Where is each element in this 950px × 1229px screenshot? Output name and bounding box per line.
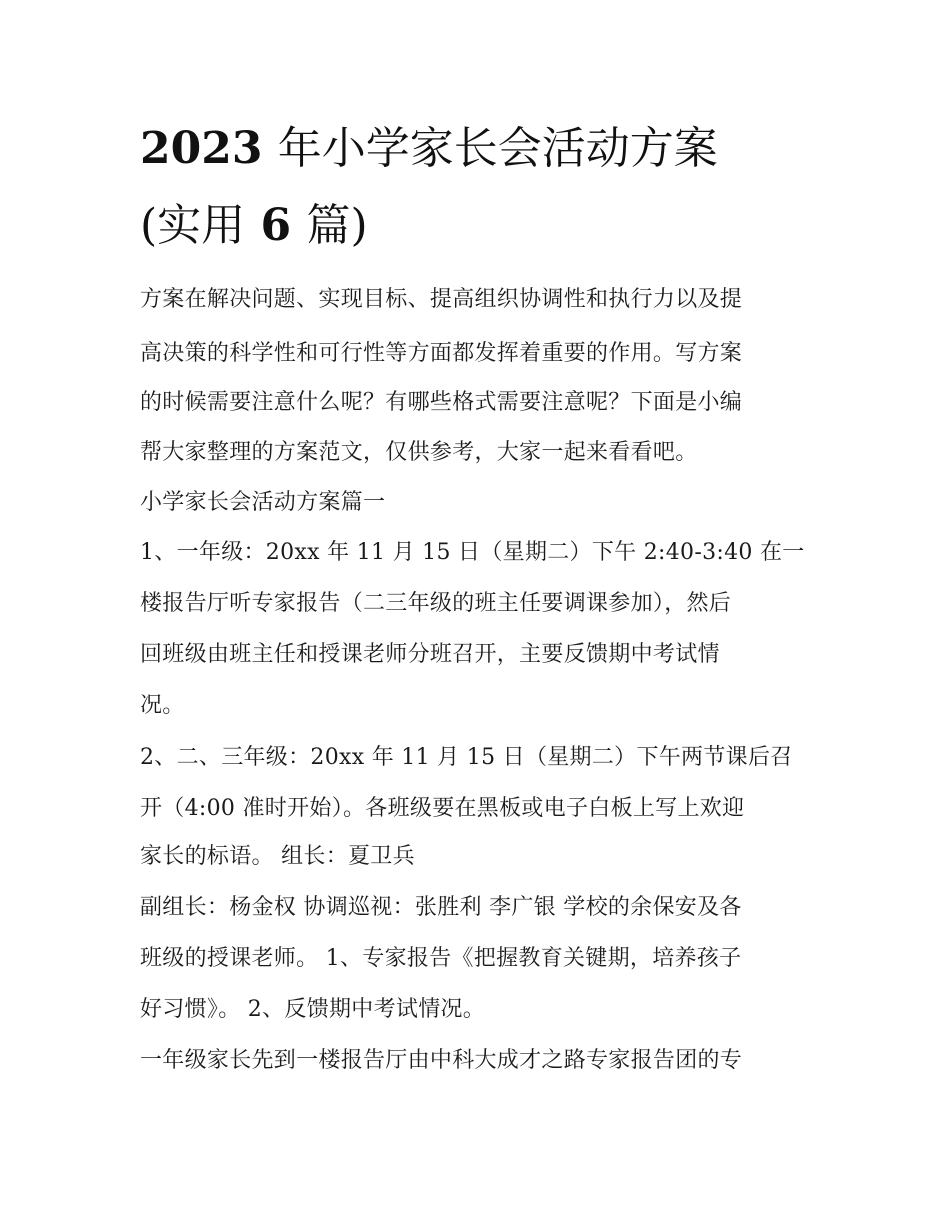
- section-heading: 小学家长会活动方案篇一: [140, 490, 386, 515]
- title-close: 篇): [306, 200, 368, 251]
- text-line: 帮大家整理的方案范文，仅供参考，大家一起来看看吧。: [140, 440, 698, 465]
- text-line: 家长的标语。 组长：夏卫兵: [140, 844, 415, 869]
- text-line: 方案在解决问题、实现目标、提高组织协调性和执行力以及提: [140, 287, 743, 312]
- title-text: 年小学家长会活动方案: [277, 123, 718, 174]
- text-line: 开（4:00 准时开始）。各班级要在黑板或电子白板上写上欢迎: [140, 796, 745, 821]
- text-line: 回班级由班主任和授课老师分班召开，主要反馈期中考试情: [140, 642, 720, 667]
- document-title-line-1: [140, 123, 820, 174]
- text-line: 楼报告厅听专家报告（二三年级的班主任要调课参加），然后: [140, 591, 732, 616]
- text-line: 一年级家长先到一楼报告厅由中科大成才之路专家报告团的专: [140, 1048, 743, 1073]
- text-line: 副组长：杨金权 协调巡视：张胜利 李广银 学校的余保安及各: [140, 895, 742, 920]
- title-year: 2023: [140, 123, 263, 174]
- text-line: 的时候需要注意什么呢？有哪些格式需要注意呢？下面是小编: [140, 390, 743, 415]
- text-line: 况。: [140, 693, 185, 718]
- text-line: 2、二、三年级：20xx 年 11 月 15 日（星期二）下午两节课后召: [140, 745, 793, 770]
- text-line: 高决策的科学性和可行性等方面都发挥着重要的作用。写方案: [140, 341, 743, 366]
- document-title-line-2: [140, 200, 820, 251]
- text-line: 1、一年级：20xx 年 11 月 15 日（星期二）下午 2:40-3:40 在一: [140, 540, 805, 565]
- text-line: 班级的授课老师。 1、专家报告《把握教育关键期，培养孩子: [140, 946, 742, 971]
- text-line: 好习惯》。 2、反馈期中考试情况。: [140, 997, 486, 1022]
- title-count: 6: [260, 200, 292, 251]
- title-open: (实用: [140, 200, 246, 251]
